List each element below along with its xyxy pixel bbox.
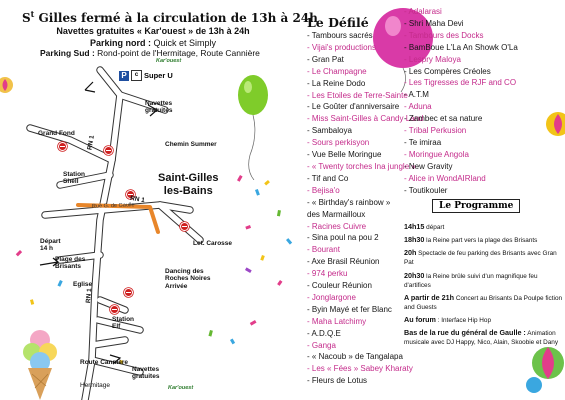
programme-list: [404, 222, 564, 350]
label-plage-brisants: Plage des Brisants: [55, 256, 86, 271]
label-station-shell: Station Shell: [63, 171, 86, 186]
programme-time: Bas de la rue du général de Gaulle :: [404, 328, 526, 338]
no-entry-icon: [124, 288, 133, 297]
ice-cream-icon: [20, 326, 60, 400]
green-balloon-icon: [228, 65, 288, 180]
programme-text: départ: [424, 224, 445, 231]
defile-item: - Alice in WondAIRland: [404, 173, 518, 185]
defile-item: - Vue Belle Moringue: [307, 149, 424, 161]
label-station-elf: Station Elf: [112, 316, 135, 331]
defile-item: - « Twenty torches Ina jungle »: [307, 161, 424, 173]
defile-item: - A.D.Q.E: [307, 328, 424, 340]
candy-icon: [520, 335, 565, 400]
programme-text: la Reine part vers la plage des Brisants: [424, 237, 538, 245]
programme-time: 14h15: [404, 222, 425, 231]
defile-title: Le Défilé: [307, 15, 369, 30]
karouest-logo-bottom: Kar'ouest: [168, 385, 194, 391]
defile-item: - Jonglargone: [307, 292, 424, 304]
defile-item: - Vijai's productions: [307, 42, 424, 54]
programme-text: Spectacle de feu parking des Brisants avec Gran Pat: [404, 250, 557, 267]
defile-item: - Sina poul na pou 2: [307, 232, 424, 244]
defile-item: - Adalarasi: [404, 6, 518, 18]
programme-text: la Reine brûle suivi d'un magnifique feu d'artifices: [404, 272, 538, 289]
defile-item: - Les Compères Créoles: [404, 66, 518, 78]
defile-item: - Toutikouler: [404, 185, 518, 197]
label-rn1-a: RN 1: [86, 134, 96, 151]
defile-item: - Ganga: [307, 340, 424, 352]
defile-item: - Lespry Maloya: [404, 54, 518, 66]
programme-item: [404, 248, 564, 267]
label-rue-de-gaulle: Rue G. de Gaulle: [91, 202, 135, 210]
defile-item: - « Birthday's rainbow »: [307, 197, 424, 209]
no-entry-icon: [110, 305, 119, 314]
programme-text: Animation musicale avec DJ Happy, Nico, Alain, Skoobie et Dany: [404, 330, 559, 347]
programme-item: [404, 293, 564, 312]
programme-time: A partir de 21h: [404, 292, 455, 302]
defile-item: - Tambours sacrés: [307, 30, 424, 42]
defile-item: - 974 perku: [307, 268, 424, 280]
defile-item: - Aduna: [404, 101, 518, 113]
programme-time: 20h: [404, 248, 417, 258]
no-entry-icon: [58, 142, 67, 151]
defile-item: des Marmailloux: [307, 209, 366, 219]
defile-item: - Sours perkisyon: [307, 137, 424, 149]
defile-item: - Gran Pat: [307, 54, 424, 66]
programme-item: [404, 235, 564, 245]
defile-item: - Le Champagne: [307, 66, 424, 78]
programme-time: 20h30: [404, 270, 425, 280]
label-grand-fond: Grand Fond: [38, 130, 75, 137]
shuttle-stop-south: Navettes gratuites: [132, 366, 160, 381]
defile-item: - Bejisa'o: [307, 185, 424, 197]
defile-item: - Shri Maha Devi: [404, 18, 518, 30]
defile-item: - Fleurs de Lotus: [307, 375, 424, 387]
defile-list-col2: [404, 6, 518, 197]
defile-item: - Bourant: [307, 244, 424, 256]
programme-item: [404, 271, 564, 290]
defile-item: - Tif and Co: [307, 173, 424, 185]
programme-time: Au forum: [404, 314, 436, 324]
defile-item: - Zambec et sa nature: [404, 113, 518, 125]
defile-item: - Maha Latchimy: [307, 316, 424, 328]
defile-item: - La Reine Dodo: [307, 78, 424, 90]
label-chemin-summer: Chemin Summer: [165, 141, 217, 148]
label-town: Saint-Gilles les-Bains: [158, 172, 219, 197]
label-route-canniere: Route Cannière: [80, 359, 129, 366]
defile-item: - Sambaloya: [307, 125, 424, 137]
defile-item: - Racines Cuivre: [307, 221, 424, 233]
parking-north: Parking nord : Quick et Simply: [89, 38, 217, 48]
defile-item: - Miss Saint-Gilles à Candy Land: [307, 113, 424, 125]
label-hermitage: Hermitage: [80, 382, 110, 389]
defile-item: - Te imiraa: [404, 137, 518, 149]
defile-item: - Le Goûter d'anniversaire: [307, 101, 424, 113]
defile-item: - Axe Brasil Réunion: [307, 256, 424, 268]
defile-item: - Les Tigresses de RJF and CO: [404, 77, 518, 89]
defile-item: - Byin Mayé et fer Blanc: [307, 304, 424, 316]
defile-item: - A.T.M: [404, 89, 518, 101]
no-entry-icon: [180, 222, 189, 231]
programme-time: 18h30: [404, 235, 425, 245]
no-entry-icon: [104, 146, 113, 155]
defile-item: - « Nacoub » de Tangalapa: [307, 351, 424, 363]
defile-item: - Couleur Réunion: [307, 280, 424, 292]
defile-item: - New Gravity: [404, 161, 518, 173]
closure-heading: $S^t$ Gilles fermé à la circulation de 13h à 24h: [22, 9, 318, 25]
defile-item: - Moringue Angola: [404, 149, 518, 161]
shuttle-info: Navettes gratuites « Kar'ouest » de 13h à 24h: [56, 26, 250, 36]
defile-item: - Tambours des Docks: [404, 30, 518, 42]
programme-text: : Interface Hip Hop: [435, 316, 492, 324]
defile-item: - Les « Fées » Sabey Kharaty: [307, 363, 424, 375]
karouest-logo: Kar'ouest: [156, 58, 182, 64]
label-eglise: Eglise: [73, 281, 93, 288]
super-u-parking: P c Super U: [119, 70, 173, 81]
lollipop-icon: [0, 75, 18, 125]
programme-item: [404, 222, 564, 232]
label-rn1-b: RN 1: [129, 194, 146, 205]
label-depart: Départ 14 h: [40, 238, 61, 253]
label-dancing-arrivee: Dancing des Roches Noires Arrivée: [165, 268, 211, 290]
programme-title: Le Programme: [432, 199, 520, 213]
defile-item: - Tribal Perkusion: [404, 125, 518, 137]
defile-item: - BamBoue L'La An Showk O'La: [404, 42, 518, 54]
label-rn1-c: RN 1: [85, 288, 94, 304]
defile-item: - Les Etoiles de Terre-Sainte: [307, 90, 424, 102]
programme-item: [404, 315, 564, 325]
programme-text: Concert au Brisants Da Poulpe fiction and Guests: [404, 294, 563, 311]
parking-south: Parking Sud : Rond-point de l'Hermitage, Route Cannière: [40, 48, 260, 58]
lollipop-icon-right: [540, 110, 565, 150]
shuttle-stop-north: Navettes gratuites: [145, 100, 173, 115]
label-let-carosse: Let. Carosse: [193, 240, 233, 247]
